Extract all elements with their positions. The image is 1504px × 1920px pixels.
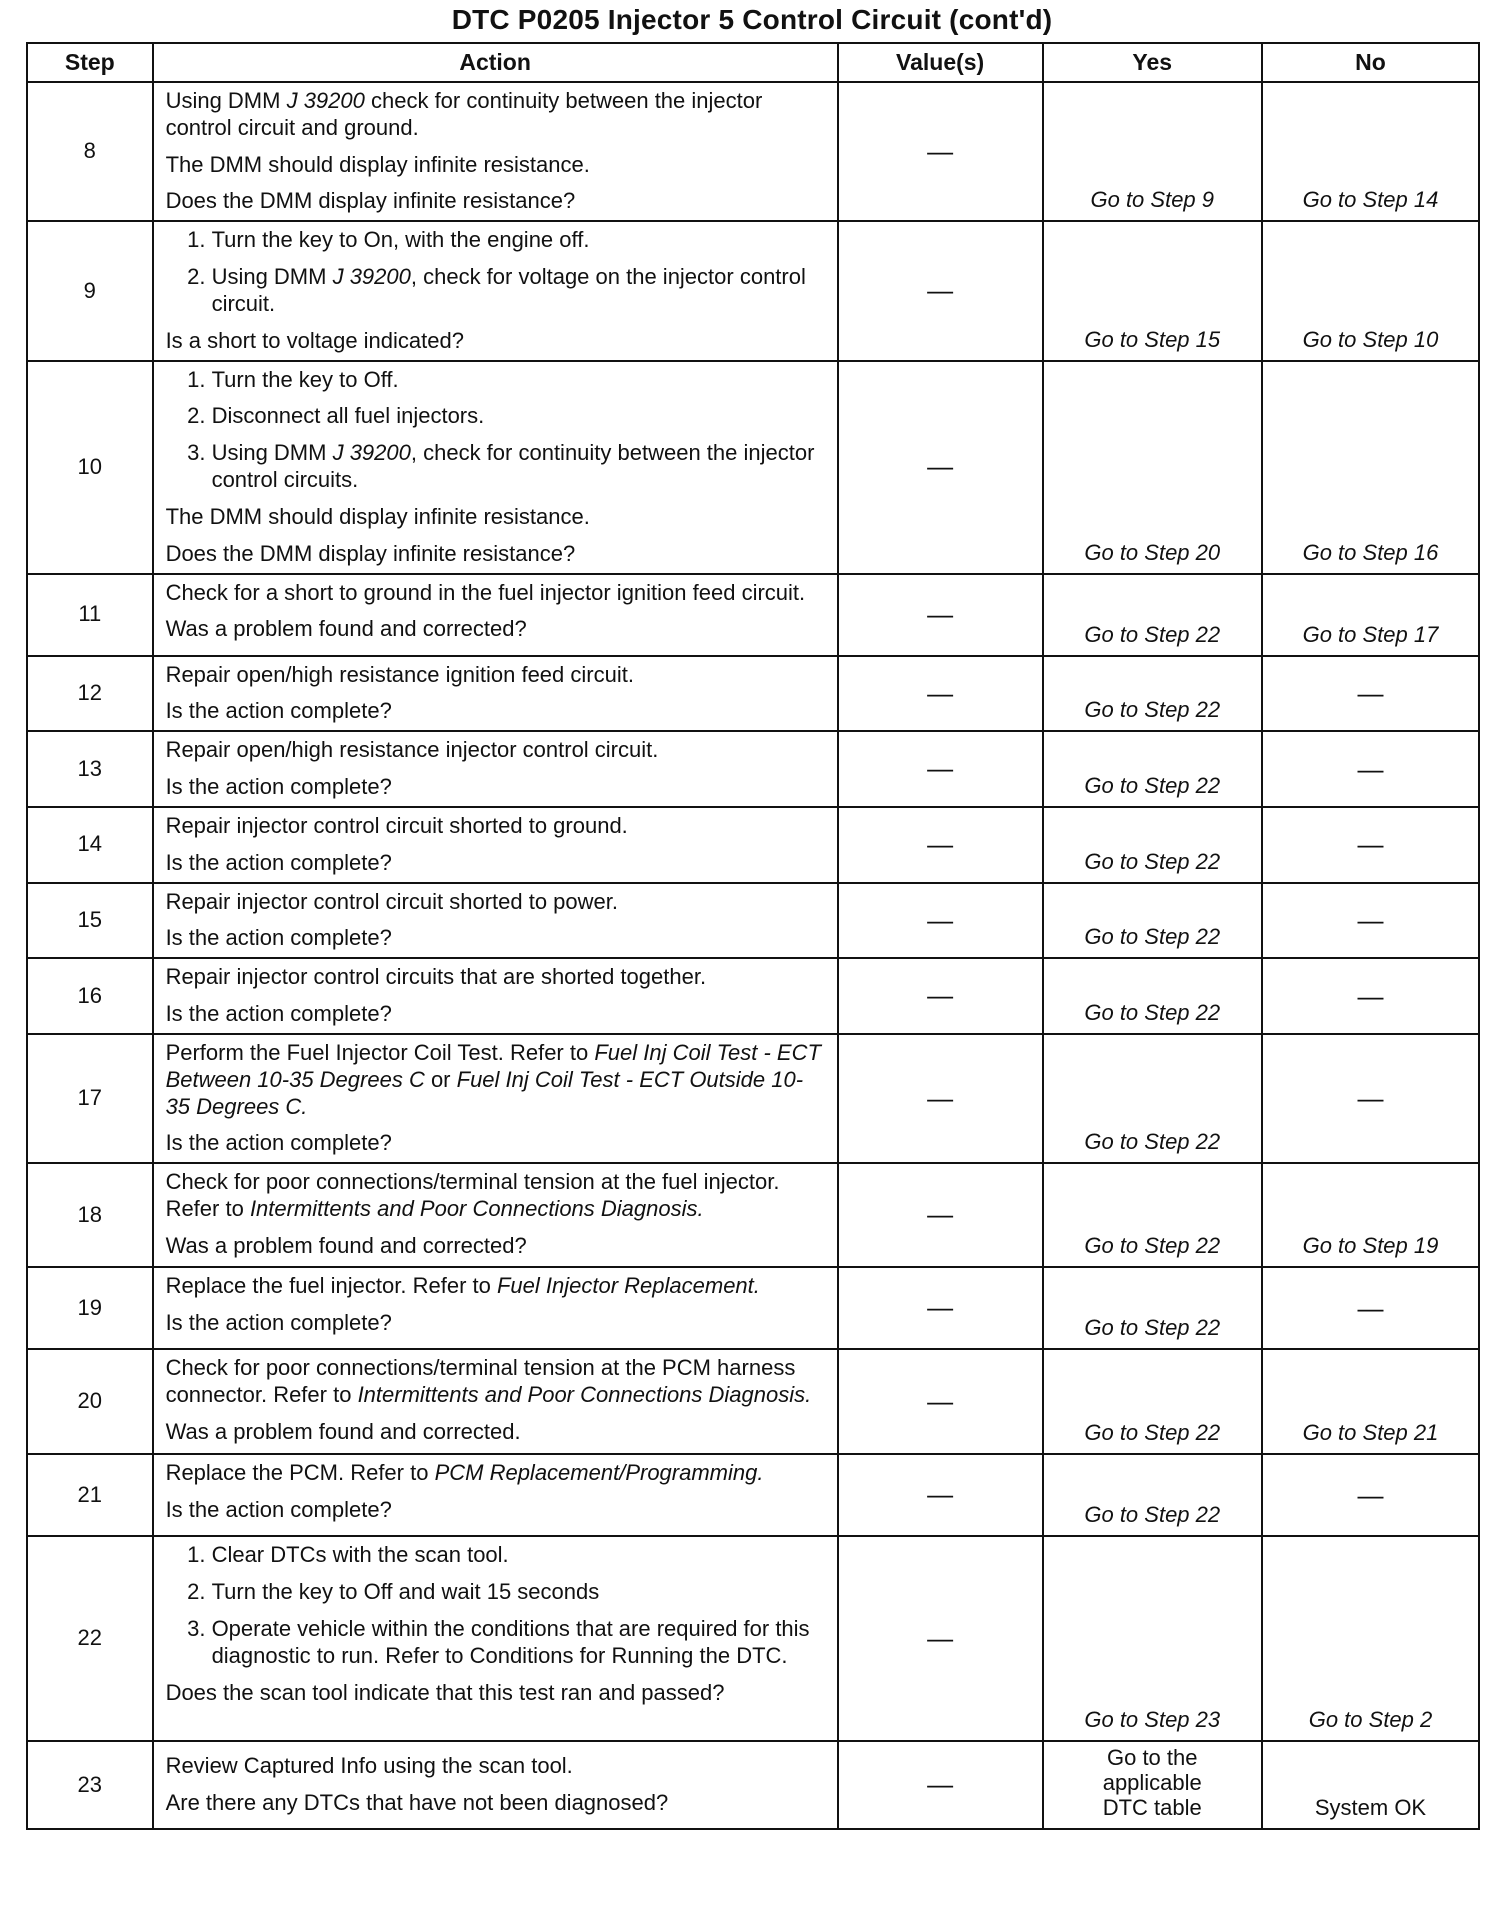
step-no: —: [1262, 883, 1479, 959]
step-value: —: [838, 1034, 1043, 1163]
step-action: 1. Turn the key to Off. 2. Disconnect all fuel injectors. 3. Using DMM J 39200, check for continuity between the injector control circuits. The DMM should display infinite resistance. Does the DMM display infinite resistance?: [153, 361, 838, 574]
table-row: [27, 1349, 1479, 1454]
step-value: —: [838, 1536, 1043, 1741]
step-value: —: [838, 807, 1043, 883]
step-number: 9: [27, 221, 153, 360]
step-value: —: [838, 731, 1043, 807]
step-action: Check for poor connections/terminal tension at the fuel injector. Refer to Intermittents and Poor Connections Diagnosis. Was a problem found and corrected?: [153, 1163, 838, 1267]
step-value: —: [838, 656, 1043, 732]
step-yes: Go to Step 22: [1043, 731, 1262, 807]
header-step: Step: [27, 43, 153, 82]
step-number: 20: [27, 1349, 153, 1454]
step-action: Using DMM J 39200 check for continuity between the injector control circuit and ground. The DMM should display infinite resistance. Does the DMM display infinite resistance?: [153, 82, 838, 221]
step-action: 1. Turn the key to On, with the engine off. 2. Using DMM J 39200, check for voltage on the injector control circuit. Is a short to voltage indicated?: [153, 221, 838, 360]
step-value: —: [838, 82, 1043, 221]
step-yes: Go to Step 22: [1043, 1454, 1262, 1536]
step-number: 13: [27, 731, 153, 807]
step-action: Repair injector control circuit shorted to power. Is the action complete?: [153, 883, 838, 959]
step-action: Repair injector control circuits that are shorted together. Is the action complete?: [153, 958, 838, 1034]
table-row: [27, 1163, 1479, 1267]
step-yes: Go to Step 22: [1043, 1163, 1262, 1267]
table-row: [27, 221, 1479, 360]
table-row: [27, 574, 1479, 656]
table-row: [27, 958, 1479, 1034]
step-number: 12: [27, 656, 153, 732]
step-yes: Go to Step 22: [1043, 656, 1262, 732]
step-yes: Go to Step 20: [1043, 361, 1262, 574]
table-row: [27, 361, 1479, 574]
step-no: —: [1262, 731, 1479, 807]
step-action: Perform the Fuel Injector Coil Test. Refer to Fuel Inj Coil Test - ECT Between 10-35 Degrees C or Fuel Inj Coil Test - ECT Outside 10-35 Degrees C. Is the action complete?: [153, 1034, 838, 1163]
step-number: 10: [27, 361, 153, 574]
step-action: Replace the PCM. Refer to PCM Replacement/Programming. Is the action complete?: [153, 1454, 838, 1536]
step-no: Go to Step 14: [1262, 82, 1479, 221]
step-no: Go to Step 19: [1262, 1163, 1479, 1267]
step-yes: Go to Step 22: [1043, 1267, 1262, 1349]
step-value: —: [838, 1163, 1043, 1267]
step-action: Repair open/high resistance injector control circuit. Is the action complete?: [153, 731, 838, 807]
header-no: No: [1262, 43, 1479, 82]
table-row: [27, 1034, 1479, 1163]
step-yes: Go to Step 22: [1043, 958, 1262, 1034]
header-action: Action: [153, 43, 838, 82]
step-number: 21: [27, 1454, 153, 1536]
table-row: [27, 731, 1479, 807]
step-yes: Go to Step 23: [1043, 1536, 1262, 1741]
step-yes: Go to Step 22: [1043, 1349, 1262, 1454]
header-yes: Yes: [1043, 43, 1262, 82]
step-yes: Go to Step 22: [1043, 574, 1262, 656]
step-action: Repair injector control circuit shorted to ground. Is the action complete?: [153, 807, 838, 883]
step-value: —: [838, 361, 1043, 574]
step-value: —: [838, 883, 1043, 959]
header-values: Value(s): [838, 43, 1043, 82]
table-row: [27, 1267, 1479, 1349]
step-action: Check for a short to ground in the fuel injector ignition feed circuit. Was a problem found and corrected?: [153, 574, 838, 656]
step-number: 18: [27, 1163, 153, 1267]
step-no: Go to Step 2: [1262, 1536, 1479, 1741]
table-row: [27, 656, 1479, 732]
table-row: [27, 883, 1479, 959]
step-yes: Go to Step 22: [1043, 807, 1262, 883]
step-action: Check for poor connections/terminal tension at the PCM harness connector. Refer to Intermittents and Poor Connections Diagnosis. Was a problem found and corrected.: [153, 1349, 838, 1454]
step-number: 15: [27, 883, 153, 959]
table-row: [27, 1536, 1479, 1741]
step-yes: Go to Step 22: [1043, 883, 1262, 959]
table-header-row: [27, 43, 1479, 82]
table-row: [27, 1454, 1479, 1536]
step-yes: Go to the applicable DTC table: [1043, 1741, 1262, 1829]
step-number: 11: [27, 574, 153, 656]
page-title: DTC P0205 Injector 5 Control Circuit (cont'd): [451, 4, 1053, 35]
step-number: 8: [27, 82, 153, 221]
step-number: 22: [27, 1536, 153, 1741]
step-no: Go to Step 17: [1262, 574, 1479, 656]
step-number: 17: [27, 1034, 153, 1163]
step-yes: Go to Step 15: [1043, 221, 1262, 360]
step-value: —: [838, 1454, 1043, 1536]
step-value: —: [838, 1741, 1043, 1829]
step-action: Replace the fuel injector. Refer to Fuel Injector Replacement. Is the action complete?: [153, 1267, 838, 1349]
table-row: [27, 807, 1479, 883]
step-yes: Go to Step 22: [1043, 1034, 1262, 1163]
step-value: —: [838, 958, 1043, 1034]
step-no: —: [1262, 656, 1479, 732]
step-number: 14: [27, 807, 153, 883]
step-no: —: [1262, 958, 1479, 1034]
table-row: [27, 1741, 1479, 1829]
step-value: —: [838, 1267, 1043, 1349]
step-no: —: [1262, 1267, 1479, 1349]
step-number: 16: [27, 958, 153, 1034]
step-number: 23: [27, 1741, 153, 1829]
step-no: Go to Step 16: [1262, 361, 1479, 574]
step-no: System OK: [1262, 1741, 1479, 1829]
step-yes: Go to Step 9: [1043, 82, 1262, 221]
step-action: Review Captured Info using the scan tool. Are there any DTCs that have not been diagnosed?: [153, 1741, 838, 1829]
diagnostic-table: [26, 42, 1480, 1830]
step-no: —: [1262, 1454, 1479, 1536]
step-no: —: [1262, 807, 1479, 883]
step-no: Go to Step 10: [1262, 221, 1479, 360]
step-value: —: [838, 221, 1043, 360]
step-number: 19: [27, 1267, 153, 1349]
step-action: Repair open/high resistance ignition feed circuit. Is the action complete?: [153, 656, 838, 732]
step-action: 1. Clear DTCs with the scan tool. 2. Turn the key to Off and wait 15 seconds 3. Operate vehicle within the conditions that are required for this diagnostic to run. Refer to Conditions for Running the DTC. Does the scan tool indicate that this test ran and passed?: [153, 1536, 838, 1741]
step-no: Go to Step 21: [1262, 1349, 1479, 1454]
step-value: —: [838, 574, 1043, 656]
step-no: —: [1262, 1034, 1479, 1163]
step-value: —: [838, 1349, 1043, 1454]
table-row: [27, 82, 1479, 221]
